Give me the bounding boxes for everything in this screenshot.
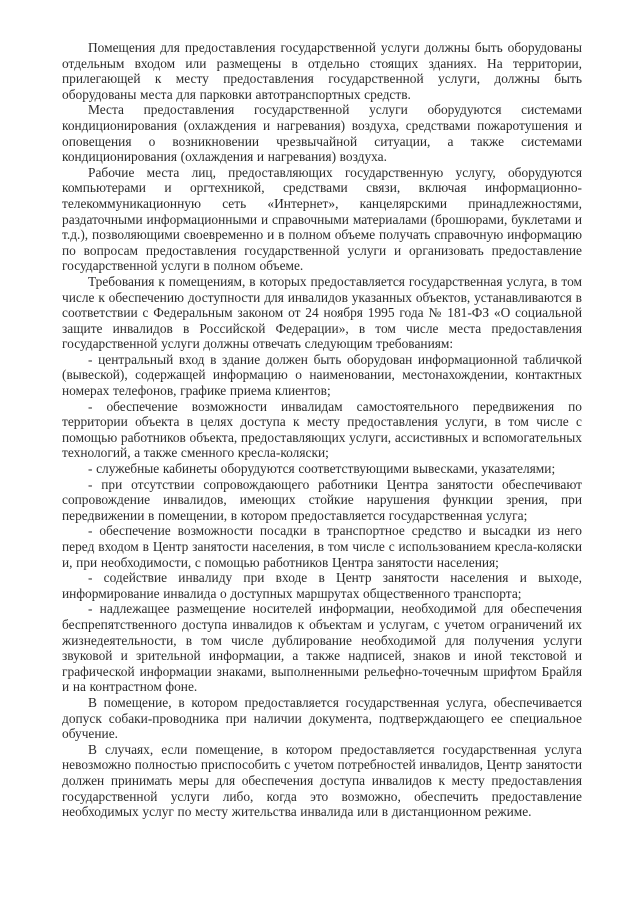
list-item-independent-movement: - обеспечение возможности инвалидам самостоятельного передвижения по территории объекта в целях доступа к месту предоставления услуги, в том числе с помощью работников объекта, предоставляющих услуги, ассистивных и вспомогательных технологий, а также сменного кресла-коляски;: [62, 398, 582, 461]
list-item-entrance-sign: - центральный вход в здание должен быть оборудован информационной табличкой (вывеской), содержащей информацию о наименовании, местонахождении, контактных номерах телефонов, графике приема клиентов;: [62, 351, 582, 399]
list-item-office-signs: - служебные кабинеты оборудуются соответствующими вывесками, указателями;: [88, 461, 556, 477]
paragraph-guide-dog: В помещение, в котором предоставляется государственная услуга, обеспечивается допуск собаки-проводника при наличии документа, подтверждающего ее специальное обучение.: [62, 694, 582, 742]
list-item-escort: - при отсутствии сопровождающего работники Центра занятости обеспечивают сопровождение инвалидов, имеющих стойкие нарушения функции зрения, при передвижении в помещении, в котором предоставляется государственная услуга;: [62, 476, 582, 523]
paragraph-premises-entrance: Помещения для предоставления государственной услуги должны быть оборудованы отдельным входом или размещены в отдельно стоящих зданиях. На территории, прилегающей к месту предоставления государственной услуги, должны быть оборудованы места для парковки автотранспортных средств.: [62, 40, 582, 102]
paragraph-workplaces: Рабочие места лиц, предоставляющих государственную услугу, оборудуются компьютерами и оргтехникой, средствами связи, включая информационно-телекоммуникационную сеть «Интернет», канцелярскими принадлежностями, раздаточными информационными и справочными материалами (брошюрами, буклетами и т.д.), позволяющими своевременно и в полном объеме получать справочную информацию по вопросам предоставления государственной услуги и организовать предоставление государственной услуги в полном объеме.: [62, 164, 582, 274]
paragraph-adaptation-impossible: В случаях, если помещение, в котором предоставляется государственная услуга невозможно полностью приспособить с учетом потребностей инвалидов, Центр занятости должен принимать меры для обеспечения доступа инвалидов к месту предоставления государственной услуги либо, когда это возможно, обеспечить предоставление необходимых услуг по месту жительства инвалида или в дистанционном режиме.: [62, 741, 582, 820]
document-page: [62, 40, 582, 820]
list-item-entry-assistance: - содействие инвалиду при входе в Центр занятости населения и выходе, информирование инвалида о доступных маршрутах общественного транспорта;: [62, 570, 582, 601]
paragraph-climate-systems: Места предоставления государственной услуги оборудуются системами кондиционирования (охлаждения и нагревания) воздуха, средствами пожаротушения и оповещения о возникновении чрезвычайной ситуации, а также системами кондиционирования (охлаждения и нагревания) воздуха.: [62, 102, 582, 165]
paragraph-accessibility-requirements: Требования к помещениям, в которых предоставляется государственная услуга, в том числе к обеспечению доступности для инвалидов указанных объектов, устанавливаются в соответствии с Федеральным законом от 24 ноября 1995 года № 181-ФЗ «О социальной защите инвалидов в Российской Федерации», в том числе места предоставления государственной услуги должны отвечать следующим требованиям:: [62, 273, 582, 352]
list-item-information-placement: - надлежащее размещение носителей информации, необходимой для обеспечения беспрепятственного доступа инвалидов к объектам и услугам, с учетом ограничений их жизнедеятельности, в том числе дублирование необходимой для получения услуги звуковой и зрительной информации, а также надписей, знаков и иной текстовой и графической информации знаками, выполненными рельефно-точечным шрифтом Брайля и на контрастном фоне.: [62, 601, 582, 695]
list-item-vehicle-boarding: - обеспечение возможности посадки в транспортное средство и высадки из него перед входом в Центр занятости населения, в том числе с использованием кресла-коляски и, при необходимости, с помощью работников Центра занятости населения;: [62, 523, 582, 570]
